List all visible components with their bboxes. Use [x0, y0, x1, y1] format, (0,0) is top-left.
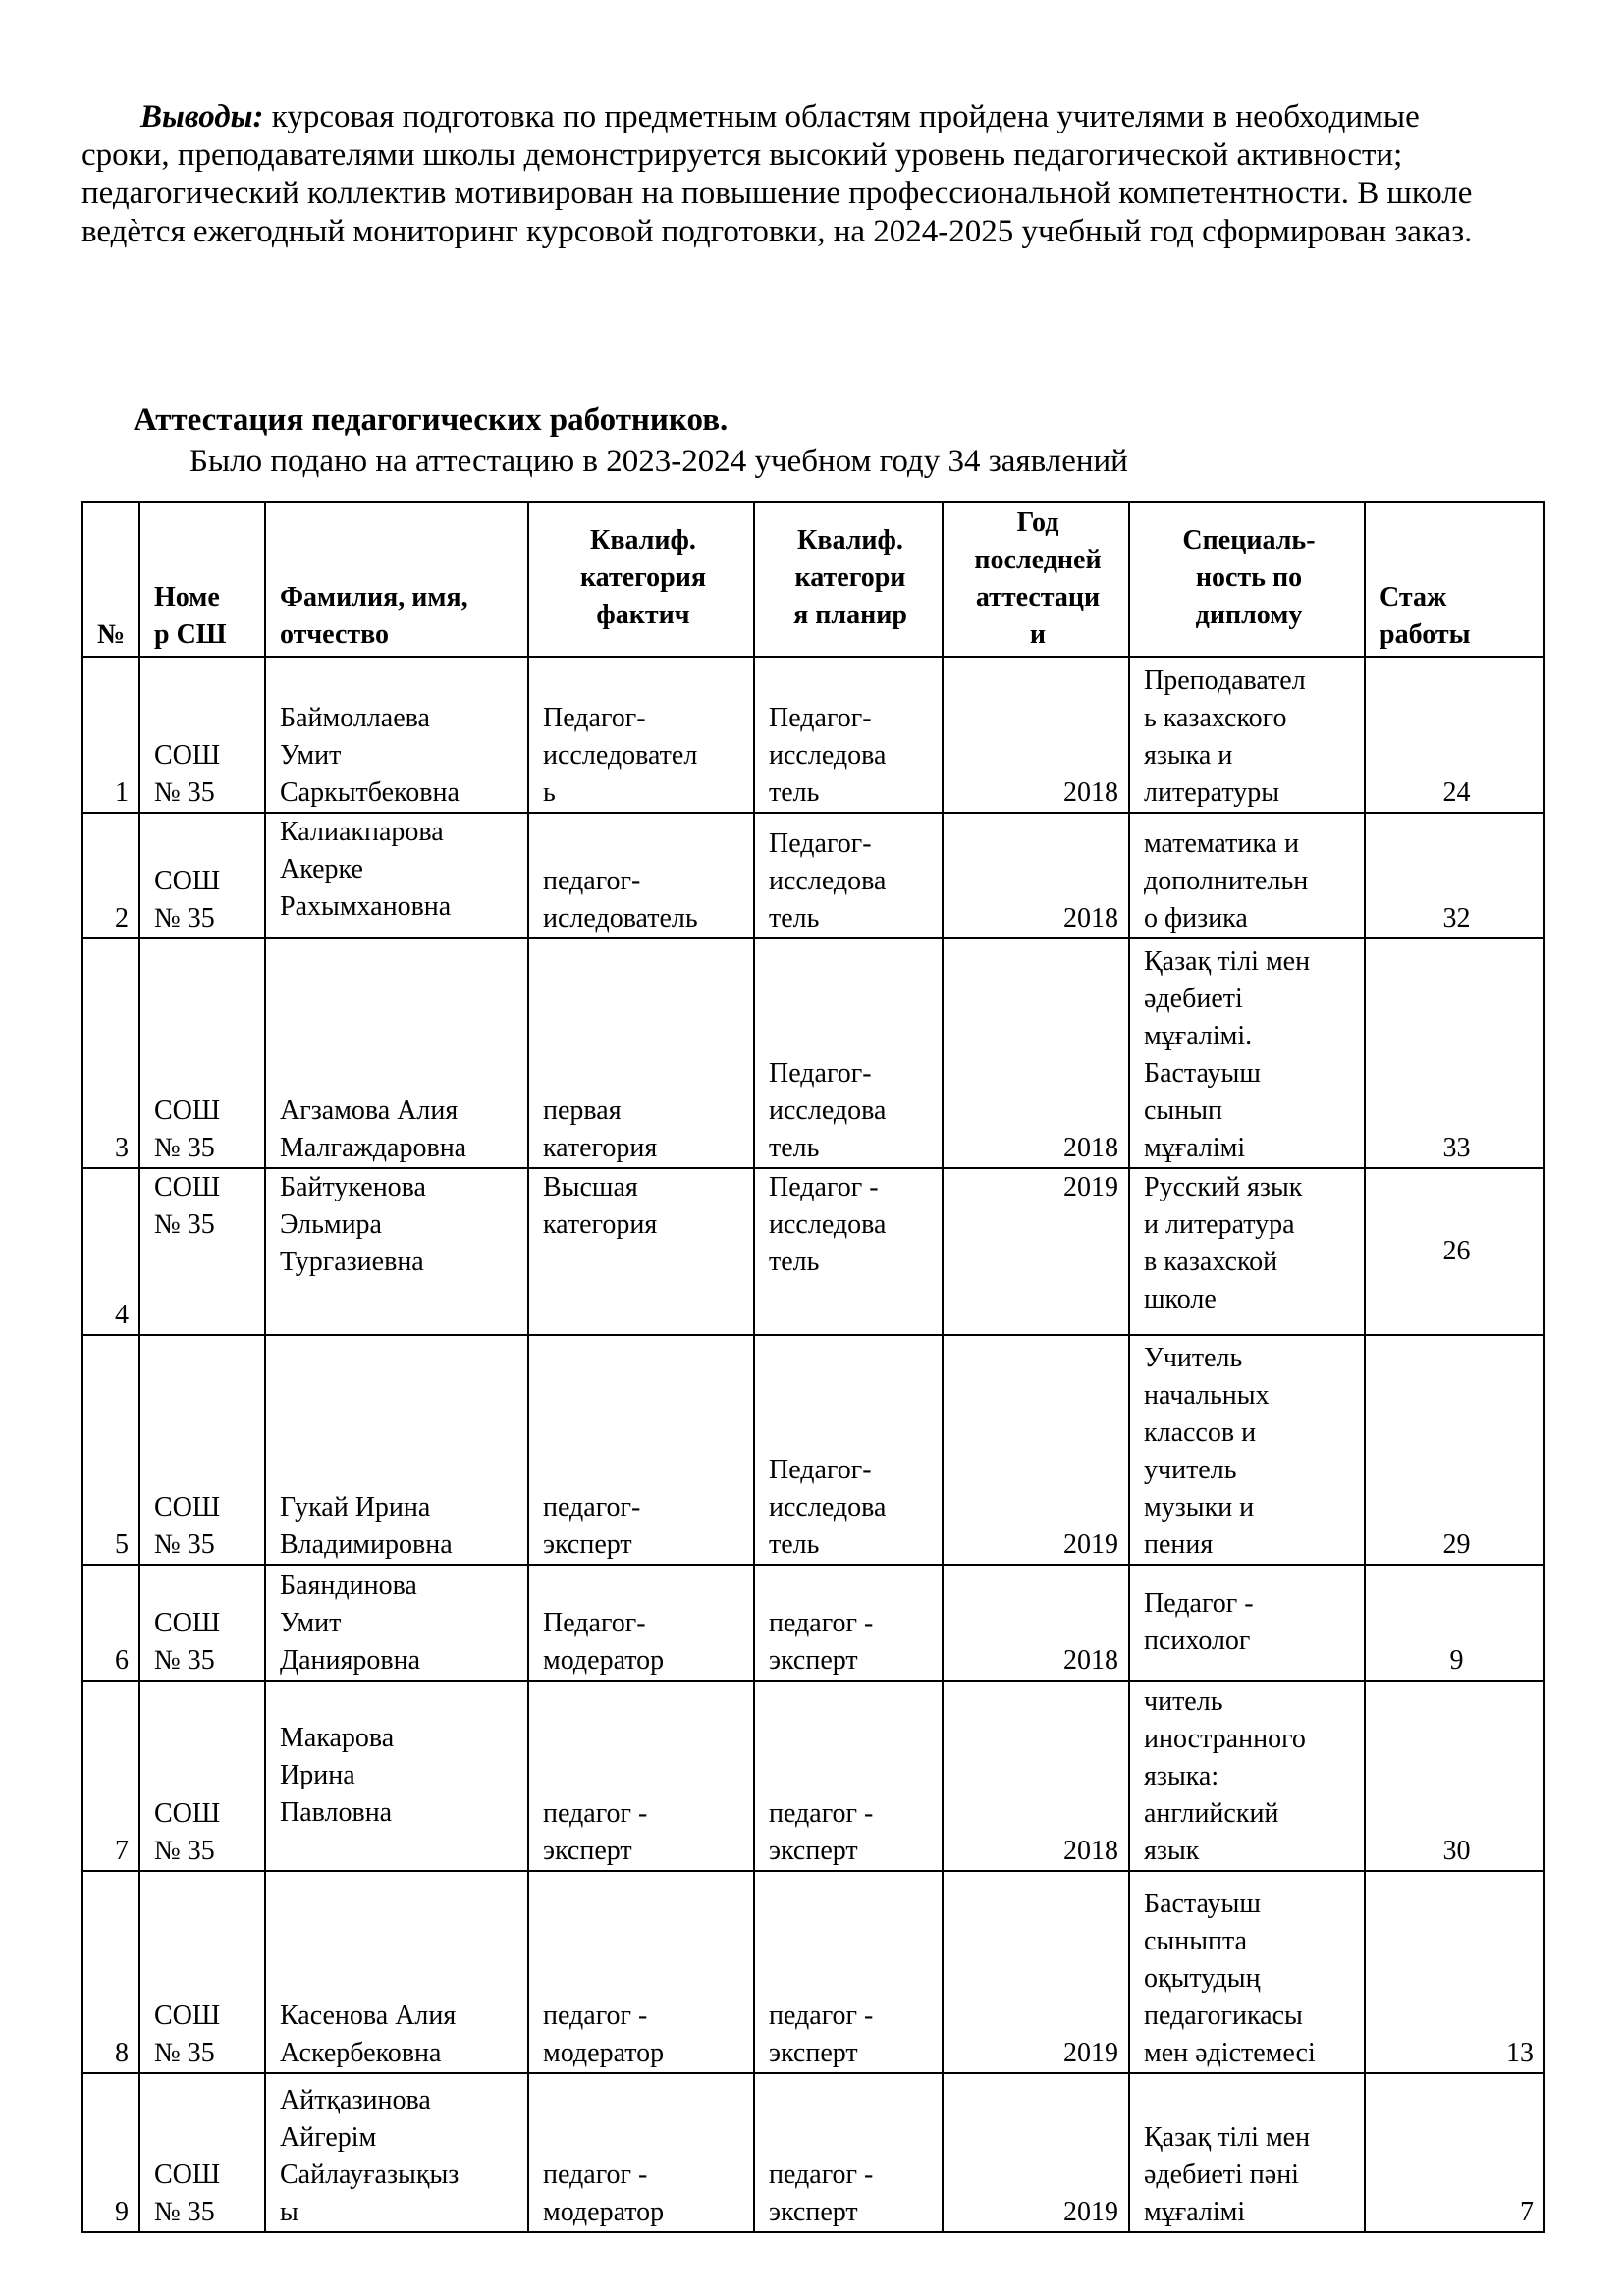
cell-school: СОШ № 35 [139, 1168, 265, 1335]
cell-name: Касенова Алия Аскербековна [265, 1871, 528, 2073]
cell-stazh: 29 [1365, 1335, 1544, 1565]
cell-cat-plan: педагог - эксперт [754, 1871, 943, 2073]
header-school: Номе р СШ [139, 502, 265, 657]
cell-stazh: 32 [1365, 813, 1544, 938]
header-name: Фамилия, имя, отчество [265, 502, 528, 657]
cell-num: 8 [82, 1871, 139, 2073]
cell-school: СОШ № 35 [139, 1681, 265, 1871]
cell-year: 2018 [943, 813, 1129, 938]
cell-school: СОШ № 35 [139, 813, 265, 938]
table-row [82, 1565, 1544, 1681]
cell-cat-plan: Педагог- исследова тель [754, 1335, 943, 1565]
conclusion-paragraph [81, 98, 1495, 251]
cell-stazh: 33 [1365, 938, 1544, 1168]
cell-specialty: математика и дополнительн о физика [1129, 813, 1365, 938]
cell-school: СОШ № 35 [139, 1871, 265, 2073]
cell-cat-fact: педагог - эксперт [528, 1681, 754, 1871]
cell-stazh: 13 [1365, 1871, 1544, 2073]
cell-cat-fact: педагог- иследователь [528, 813, 754, 938]
cell-year: 2019 [943, 1871, 1129, 2073]
cell-specialty: Русский язык и литература в казахской школе [1129, 1168, 1365, 1335]
cell-name: Баймоллаева Умит Саркытбековна [265, 657, 528, 813]
cell-num: 6 [82, 1565, 139, 1681]
cell-cat-plan: Педагог- исследова тель [754, 938, 943, 1168]
conclusion-lead: Выводы: [140, 99, 264, 134]
cell-num: 9 [82, 2073, 139, 2232]
cell-cat-fact: педагог- эксперт [528, 1335, 754, 1565]
cell-cat-plan: Педагог - исследова тель [754, 1168, 943, 1335]
cell-year: 2019 [943, 1335, 1129, 1565]
cell-num: 1 [82, 657, 139, 813]
cell-year: 2019 [943, 1168, 1129, 1335]
cell-cat-fact: педагог - модератор [528, 2073, 754, 2232]
cell-cat-plan: Педагог- исследова тель [754, 657, 943, 813]
cell-specialty: Преподавател ь казахского языка и литературы [1129, 657, 1365, 813]
table-row [82, 657, 1544, 813]
cell-stazh: 7 [1365, 2073, 1544, 2232]
cell-cat-fact: Педагог- исследовател ь [528, 657, 754, 813]
cell-school: СОШ № 35 [139, 1565, 265, 1681]
table-row [82, 1168, 1544, 1335]
cell-num: 5 [82, 1335, 139, 1565]
cell-stazh: 30 [1365, 1681, 1544, 1871]
cell-school: СОШ № 35 [139, 1335, 265, 1565]
cell-cat-fact: педагог - модератор [528, 1871, 754, 2073]
table-header-row [82, 502, 1544, 657]
cell-specialty: Педагог - психолог [1129, 1565, 1365, 1681]
table-row [82, 813, 1544, 938]
cell-specialty: Қазақ тілі мен әдебиеті пәні мұғалімі [1129, 2073, 1365, 2232]
header-stazh: Стаж работы [1365, 502, 1544, 657]
cell-stazh: 24 [1365, 657, 1544, 813]
cell-num: 7 [82, 1681, 139, 1871]
table-row [82, 2073, 1544, 2232]
header-cat-plan: Квалиф. категори я планир [754, 502, 943, 657]
cell-year: 2018 [943, 657, 1129, 813]
cell-name: Айтқазинова Айгерім Сайлауғазықыз ы [265, 2073, 528, 2232]
table-row [82, 938, 1544, 1168]
cell-specialty: Бастауыш сыныпта оқытудың педагогикасы мен әдістемесі [1129, 1871, 1365, 2073]
cell-stazh: 9 [1365, 1565, 1544, 1681]
cell-cat-plan: педагог - эксперт [754, 2073, 943, 2232]
table-row [82, 1335, 1544, 1565]
cell-num: 2 [82, 813, 139, 938]
header-cat-fact: Квалиф. категория фактич [528, 502, 754, 657]
cell-school: СОШ № 35 [139, 2073, 265, 2232]
cell-cat-fact: Высшая категория [528, 1168, 754, 1335]
cell-num: 4 [82, 1168, 139, 1335]
cell-year: 2019 [943, 2073, 1129, 2232]
cell-school: СОШ № 35 [139, 938, 265, 1168]
attestation-table [81, 501, 1545, 2233]
cell-name: Калиакпарова Акерке Рахымхановна [265, 813, 528, 938]
cell-cat-plan: педагог - эксперт [754, 1565, 943, 1681]
conclusion-text: курсовая подготовка по предметным областям пройдена учителями в необходимые сроки, преподавателями школы демонстрируется высокий уровень педагогической активности; педагогический коллектив мотивирован на повышение профессиональной компетентности. В школе ведѐтся ежегодный мониторинг курсовой подготовки, на 2024-2025 учебный год сформирован заказ. [81, 99, 1473, 249]
cell-cat-fact: первая категория [528, 938, 754, 1168]
header-year: Год последней аттестаци и [943, 502, 1129, 657]
header-num: № [82, 502, 139, 657]
table-row [82, 1871, 1544, 2073]
cell-cat-plan: педагог - эксперт [754, 1681, 943, 1871]
cell-school: СОШ № 35 [139, 657, 265, 813]
cell-stazh: 26 [1365, 1168, 1544, 1335]
cell-specialty: Учитель начальных классов и учитель музыки и пения [1129, 1335, 1365, 1565]
cell-year: 2018 [943, 938, 1129, 1168]
cell-name: Агзамова Алия Малгаждаровна [265, 938, 528, 1168]
cell-name: Байтукенова Эльмира Тургазиевна [265, 1168, 528, 1335]
cell-cat-fact: Педагог- модератор [528, 1565, 754, 1681]
section-title: Аттестация педагогических работников. [134, 402, 729, 438]
cell-specialty: Қазақ тілі мен әдебиеті мұғалімі. Бастауыш сынып мұғалімі [1129, 938, 1365, 1168]
cell-name: Баяндинова Умит Данияровна [265, 1565, 528, 1681]
cell-specialty: читель иностранного языка: английский язык [1129, 1681, 1365, 1871]
cell-year: 2018 [943, 1565, 1129, 1681]
table-row [82, 1681, 1544, 1871]
cell-num: 3 [82, 938, 139, 1168]
header-specialty: Специаль- ность по диплому [1129, 502, 1365, 657]
cell-name: Гукай Ирина Владимировна [265, 1335, 528, 1565]
cell-year: 2018 [943, 1681, 1129, 1871]
section-subtitle: Было подано на аттестацию в 2023-2024 учебном году 34 заявлений [189, 444, 1128, 479]
cell-cat-plan: Педагог- исследова тель [754, 813, 943, 938]
cell-name: Макарова Ирина Павловна [265, 1681, 528, 1871]
